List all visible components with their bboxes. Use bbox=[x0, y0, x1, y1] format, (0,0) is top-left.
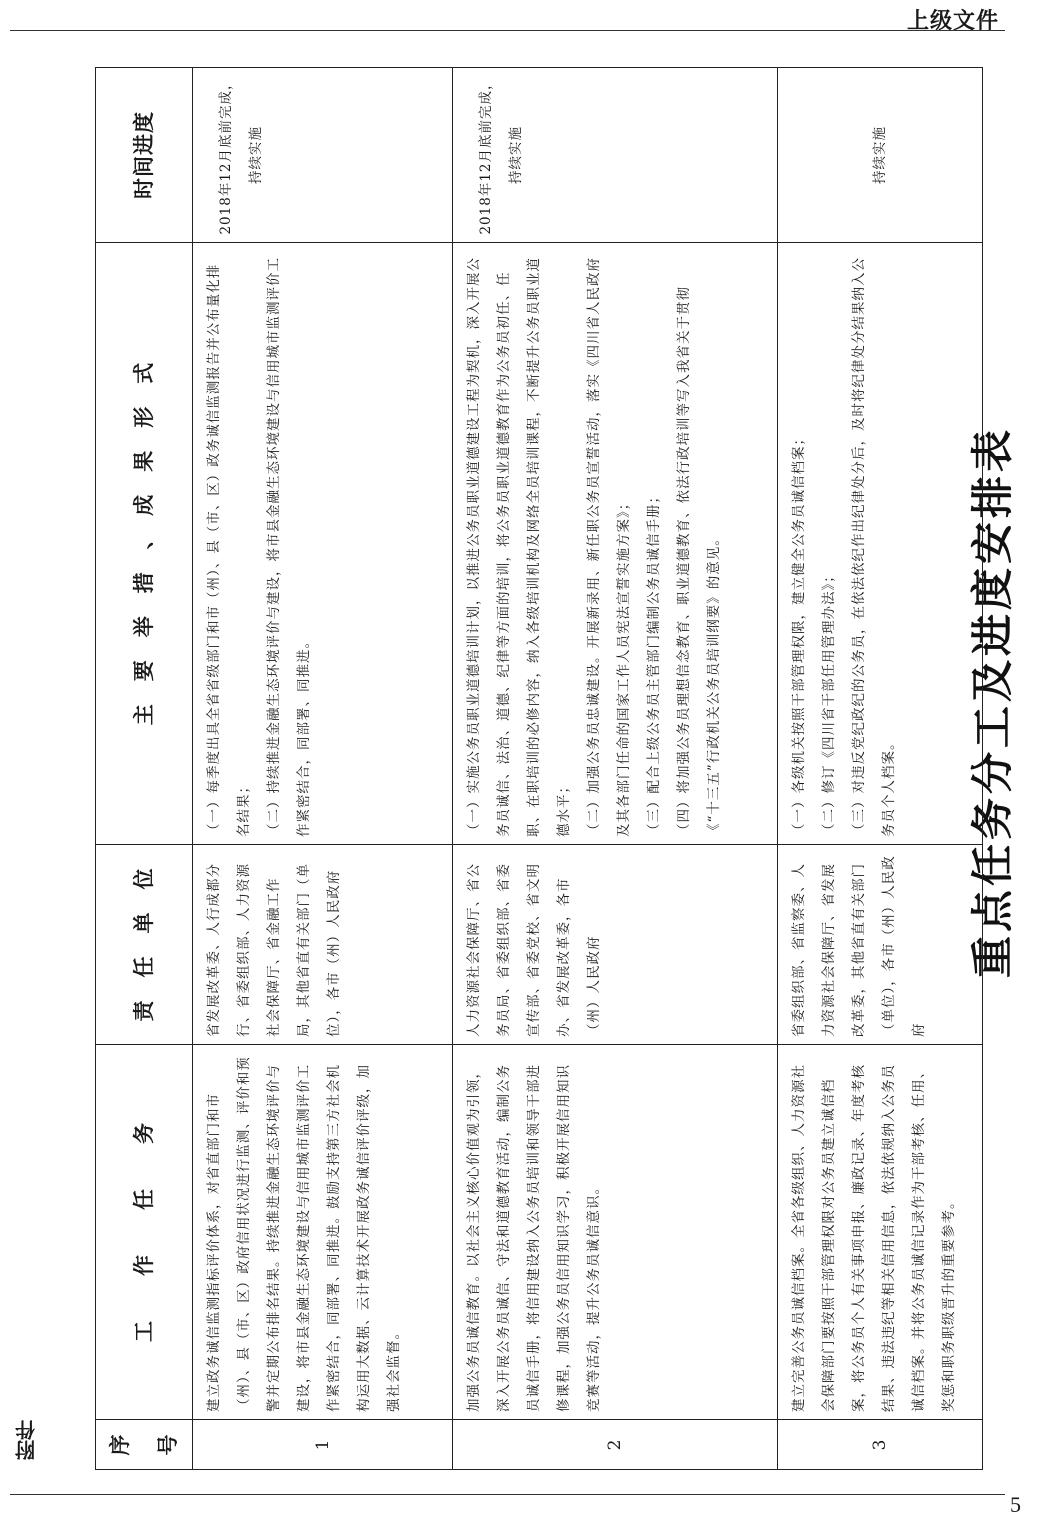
document-title: 重点任务分工及进度安排表 bbox=[968, 426, 1017, 979]
header-task: 工 作 任 务 bbox=[96, 1045, 193, 1420]
header-measures: 主 要 举 措 、 成 果 形 式 bbox=[96, 243, 193, 845]
row-measures bbox=[778, 243, 983, 845]
row-unit: 省发展改革委、人行成都分行、省委组织部、人力资源社会保障厅、省金融工作局，其他省直有关部门（单位），各市（州）人民政府 bbox=[193, 845, 453, 1045]
row-time: 持续实施 bbox=[778, 68, 983, 243]
row-task: 建立完善公务员诚信档案。全省各级组织、人力资源社会保障部门要按照干部管理权限对公务员建立诚信档案，将公务员个人有关事项申报、廉政记录、年度考核结果、违法违纪等相关信用信息，依法依规纳入公务员诚信档案。并将公务员诚信记录作为干部考核、任用、奖惩和职务职级晋升的重要参考。 bbox=[778, 1045, 983, 1420]
measure-item: （四）将加强公务员理想信念教育、职业道德教育、依法行政培训等写入我省关于贯彻《“十三五”行政机关公务员培训纲要》的意见。 bbox=[676, 286, 722, 837]
row-seq: 1 bbox=[193, 1420, 453, 1470]
table-row bbox=[778, 68, 983, 1470]
measure-item: （一）每季度出具全省省级部门和市（州）、县（市、区）政务诚信监测报告并公布量化排名结果； bbox=[206, 263, 252, 837]
row-task: 建立政务诚信监测指标评价体系，对省直部门和市（州）、县（市、区）政府信用状况进行监测、评价和预警并定期公布排名结果。持续推进金融生态环境评价与建设，将市县金融生态环境建设与信用城市监测评价工作紧密结合，同部署、同推进。鼓励支持第三方社会机构运用大数据、云计算技术开展政务诚信评价评级，加强社会监督。 bbox=[193, 1045, 453, 1420]
row-measures bbox=[453, 243, 778, 845]
header-seq: 序号 bbox=[96, 1420, 193, 1470]
row-measures bbox=[193, 243, 453, 845]
annex-label: 附件 bbox=[14, 1420, 39, 1460]
measure-item: （二）修订《四川省干部任用管理办法》； bbox=[821, 568, 837, 837]
measure-item: （三）对违反党纪政纪的公务员，在依法依纪作出纪律处分后，及时将纪律处分结果纳入公务员个人档案。 bbox=[851, 257, 897, 837]
row-task: 加强公务员诚信教育。以社会主义核心价值观为引领，深入开展公务员诚信、守法和道德教育活动，编制公务员诚信手册，将信用建设纳入公务员培训和领导干部进修课程，加强公务员信用知识学习，积极开展信用知识竞赛等活动，提升公务员诚信意识。 bbox=[453, 1045, 778, 1420]
row-seq: 2 bbox=[453, 1420, 778, 1470]
row-time: 2018年12月底前完成，持续实施 bbox=[453, 68, 778, 243]
measure-item: （一）各级机关按照干部管理权限，建立健全公务员诚信档案； bbox=[791, 431, 807, 837]
row-seq: 3 bbox=[778, 1420, 983, 1470]
measure-item: （二）加强公务员忠诚建设。开展新录用、新任职公务员宣誓活动，落实《四川省人民政府及其各部门任命的国家工作人员宪法宣誓实施方案》； bbox=[586, 257, 632, 837]
header-unit: 责 任 单 位 bbox=[96, 845, 193, 1045]
row-time: 2018年12月底前完成，持续实施 bbox=[193, 68, 453, 243]
header-time: 时间进度 bbox=[96, 68, 193, 243]
row-unit: 省委组织部、省监察委、人力资源社会保障厅、省发展改革委，其他省直有关部门（单位），各市（州）人民政府 bbox=[778, 845, 983, 1045]
table-row bbox=[193, 68, 453, 1470]
measure-item: （三）配合上级公务员主管部门编制公务员诚信手册； bbox=[646, 489, 662, 837]
measure-item: （一）实施公务员职业道德培训计划，以推进公务员职业道德建设工程为契机，深入开展公务员诚信、法治、道德、纪律等方面的培训，将公务员职业道德教育作为公务员初任、任职、在职培训的必修内容，纳入各级培训机构及网络全员培训课程，不断提升公务员职业道德水平； bbox=[466, 257, 572, 837]
row-unit: 人力资源社会保障厅、省公务员局、省委组织部、省委宣传部、省委党校、省文明办、省发展改革委，各市（州）人民政府 bbox=[453, 845, 778, 1045]
table-row bbox=[453, 68, 778, 1470]
measure-item: （二）持续推进金融生态环境评价与建设，将市县金融生态环境建设与信用城市监测评价工作紧密结合，同部署、同推进。 bbox=[266, 257, 312, 837]
task-table bbox=[95, 67, 983, 1470]
page-number: 5 bbox=[1010, 1492, 1021, 1517]
table-header-row bbox=[96, 68, 193, 1470]
section-label: 上级文件 bbox=[906, 9, 999, 34]
